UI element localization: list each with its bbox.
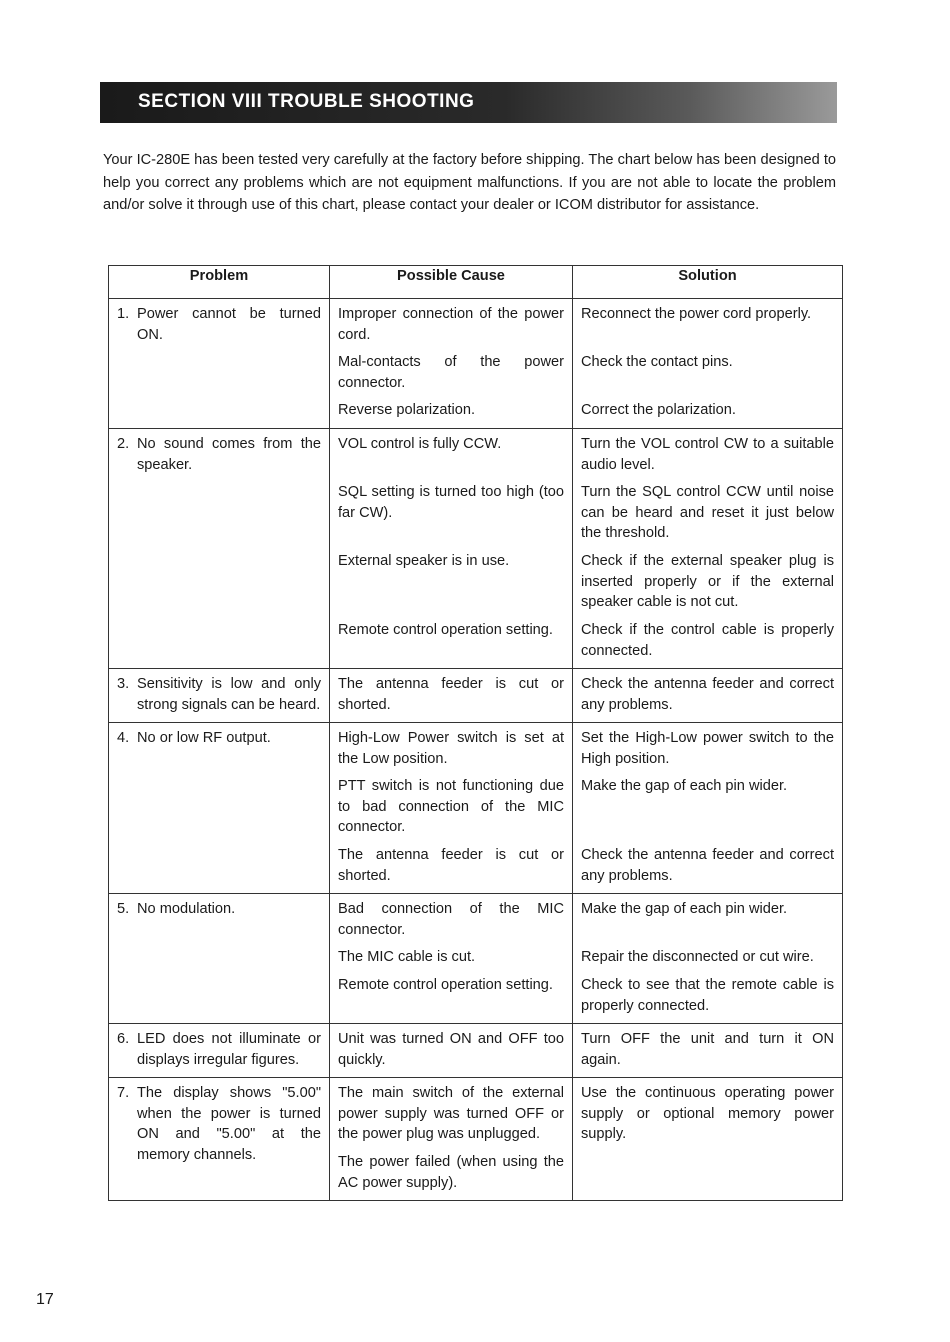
solution-cell [573,299,843,429]
problem-entry [117,304,321,345]
problem-cell [109,1078,330,1201]
problem-number: 6. [117,1031,130,1047]
problem-text: Power cannot be turned ON. [137,306,321,343]
solution-text: Check the contact pins. [581,354,733,370]
solution-text: Turn the VOL control CW to a suitable audio level. [581,436,834,473]
solution-text: Correct the polarization. [581,402,736,418]
solution-text: Check the antenna feeder and correct any problems. [581,676,834,713]
table-header-row [109,266,843,299]
solution-cell [573,669,843,723]
solution-cell [573,1078,843,1201]
problem-number: 5. [117,901,130,917]
problem-number: 2. [117,436,130,452]
cause-text: Remote control operation setting. [338,977,553,993]
problem-text: No modulation. [137,901,236,917]
problem-cell [109,429,330,669]
cause-cell [330,723,573,894]
solution-text: Reconnect the power cord properly. [581,306,812,322]
problem-number: 7. [117,1085,130,1101]
table-row [109,1078,843,1201]
solution-text: Check to see that the remote cable is properly connected. [581,977,834,1014]
solution-cell [573,1024,843,1078]
solution-text: Turn OFF the unit and turn it ON again. [581,1031,834,1068]
solution-text: Make the gap of each pin wider. [581,778,788,794]
solution-text: Repair the disconnected or cut wire. [581,949,814,965]
cause-text: The antenna feeder is cut or shorted. [338,676,564,713]
problem-entry [117,728,321,749]
troubleshooting-table [108,265,843,1201]
table-row [109,1024,843,1078]
section-banner [100,82,837,123]
cause-text: The antenna feeder is cut or shorted. [338,847,564,884]
problem-text: No or low RF output. [137,730,271,746]
solution-text: Set the High-Low power switch to the High position. [581,730,834,767]
section-title: SECTION VIII TROUBLE SHOOTING [138,91,475,112]
problem-entry [117,434,321,475]
cause-text: Mal-contacts of the power connector. [338,354,564,391]
header-problem: Problem [109,266,330,299]
cause-cell [330,1024,573,1078]
solution-cell [573,429,843,669]
problem-text: Sensitivity is low and only strong signals can be heard. [137,676,321,713]
header-solution: Solution [573,266,843,299]
solution-text: Check the antenna feeder and correct any problems. [581,847,834,884]
solution-text: Use the continuous operating power supply or optional memory power supply. [581,1085,834,1142]
solution-text [581,1152,834,1193]
problem-text: The display shows "5.00" when the power is turned ON and "5.00" at the memory channels. [137,1085,321,1163]
cause-text: VOL control is fully CCW. [338,436,502,452]
solution-cell [573,894,843,1024]
page-number: 17 [36,1291,54,1308]
cause-text: Bad connection of the MIC connector. [338,901,564,938]
table-row [109,894,843,1024]
problem-text: No sound comes from the speaker. [137,436,321,473]
intro-paragraph: Your IC-280E has been tested very carefully at the factory before shipping. The chart below has been designed to help you correct any problems which are not equipment malfunctions. If you are not able to locate the problem and/or solve it through use of this chart, please contact your dealer or ICOM distributor for assistance. [103,152,836,213]
problem-number: 1. [117,306,130,322]
solution-text: Make the gap of each pin wider. [581,901,788,917]
header-possible-cause: Possible Cause [330,266,573,299]
cause-text: The power failed (when using the AC power supply). [338,1154,564,1191]
cause-text: The main switch of the external power supply was turned OFF or the power plug was unplugged. [338,1085,564,1142]
cause-text: External speaker is in use. [338,553,510,569]
problem-cell [109,299,330,429]
problem-number: 4. [117,730,130,746]
problem-cell [109,723,330,894]
table-body [109,299,843,1201]
cause-text: Reverse polarization. [338,402,476,418]
cause-text: SQL setting is turned too high (too far CW). [338,484,564,521]
solution-text: Check if the control cable is properly connected. [581,622,834,659]
table-row [109,723,843,894]
table-row [109,299,843,429]
cause-cell [330,429,573,669]
solution-text: Check if the external speaker plug is inserted properly or if the external speaker cable is not cut. [581,553,834,610]
cause-text: PTT switch is not functioning due to bad connection of the MIC connector. [338,778,564,835]
cause-cell [330,1078,573,1201]
problem-number: 3. [117,676,130,692]
problem-cell [109,1024,330,1078]
cause-text: Improper connection of the power cord. [338,306,564,343]
problem-cell [109,894,330,1024]
cause-cell [330,894,573,1024]
problem-cell [109,669,330,723]
cause-text: Remote control operation setting. [338,622,553,638]
cause-text: The MIC cable is cut. [338,949,476,965]
solution-text: Turn the SQL control CCW until noise can be heard and reset it just below the threshold. [581,484,834,541]
problem-entry [117,674,321,715]
problem-entry [117,899,321,920]
table-row [109,429,843,669]
cause-text: Unit was turned ON and OFF too quickly. [338,1031,564,1068]
problem-entry [117,1029,321,1070]
problem-entry [117,1083,321,1165]
solution-cell [573,723,843,894]
cause-cell [330,299,573,429]
cause-cell [330,669,573,723]
problem-text: LED does not illuminate or displays irregular figures. [137,1031,321,1068]
table-row [109,669,843,723]
cause-text: High-Low Power switch is set at the Low position. [338,730,564,767]
